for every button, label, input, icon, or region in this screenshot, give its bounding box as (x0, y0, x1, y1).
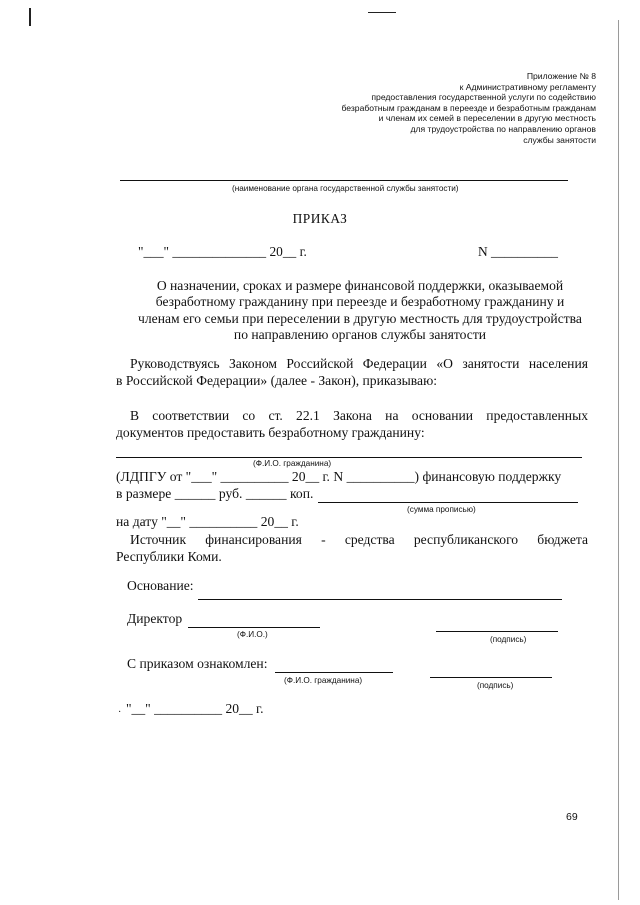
doc-title: ПРИКАЗ (292, 211, 348, 226)
preamble-line-1: Руководствуясь Законом Российской Федерации «О занятости населения (130, 356, 588, 371)
scan-dot: · (118, 707, 122, 718)
org-name-line (120, 180, 568, 181)
page-number: 69 (566, 811, 578, 823)
ldpgu-line: (ЛДПГУ от "___" __________ 20__ г. N __________) финансовую поддержку (116, 469, 562, 484)
pay-date-line: на дату "__" __________ 20__ г. (116, 514, 299, 529)
scan-edge (618, 20, 619, 900)
subject-line: О назначении, сроках и размере финансовой поддержки, оказываемой (156, 278, 564, 293)
familiarized-label: С приказом ознакомлен: (127, 656, 268, 671)
amount-caption: (сумма прописью) (407, 505, 476, 514)
org-caption: (наименование органа государственной службы занятости) (232, 184, 459, 193)
citizen-caption: (Ф.И.О. гражданина) (253, 459, 332, 468)
director-fio-caption: (Ф.И.О.) (237, 630, 268, 639)
scan-artifact (29, 8, 31, 26)
amount-line: в размере ______ руб. ______ коп. (116, 486, 314, 501)
appendix-line: и членам их семей в переселении в другую местность (378, 113, 596, 124)
source-line-1: Источник финансирования - средства республиканского бюджета (130, 532, 588, 547)
appendix-line: службы занятости (523, 134, 596, 145)
director-signature-line (436, 631, 558, 632)
order-date: "___" ______________ 20__ г. (138, 244, 307, 259)
director-signature-caption: (подпись) (490, 635, 527, 644)
citizen-name-line (116, 457, 582, 458)
order-number: N __________ (478, 244, 558, 259)
order-line-2: документов предоставить безработному гражданину: (116, 425, 425, 440)
citizen-fio-line (275, 672, 393, 673)
appendix-line: безработным гражданам в переезде и безработным гражданам (341, 102, 596, 113)
amount-words-line (318, 502, 578, 503)
appendix-line: предоставления государственной услуги по содействию (371, 92, 596, 103)
subject-line: членам его семьи при переселении в другую местность для трудоустройства (138, 310, 582, 326)
appendix-header (341, 71, 596, 145)
citizen-signature-line (430, 677, 552, 678)
scan-artifact (368, 12, 396, 13)
basis-line (198, 599, 562, 600)
final-date: "__" __________ 20__ г. (126, 701, 264, 716)
preamble-line-2: в Российской Федерации» (далее - Закон), приказываю: (116, 373, 438, 388)
basis-label: Основание: (127, 578, 194, 593)
source-line-2: Республики Коми. (116, 549, 222, 564)
citizen-fio-caption: (Ф.И.О. гражданина) (284, 676, 363, 685)
director-label: Директор (127, 611, 183, 626)
subject-line: безработному гражданину при переезде и безработному гражданину и (155, 294, 565, 310)
order-line-1: В соответствии со ст. 22.1 Закона на основании предоставленных (130, 408, 588, 423)
appendix-line: к Административному регламенту (459, 81, 596, 92)
order-subject (100, 278, 620, 344)
citizen-signature-caption: (подпись) (477, 681, 514, 690)
subject-line: по направлению органов службы занятости (233, 327, 487, 343)
director-name-line (188, 627, 320, 628)
appendix-line: Приложение № 8 (526, 71, 596, 81)
appendix-line: для трудоустройства по направлению органов (410, 123, 596, 134)
